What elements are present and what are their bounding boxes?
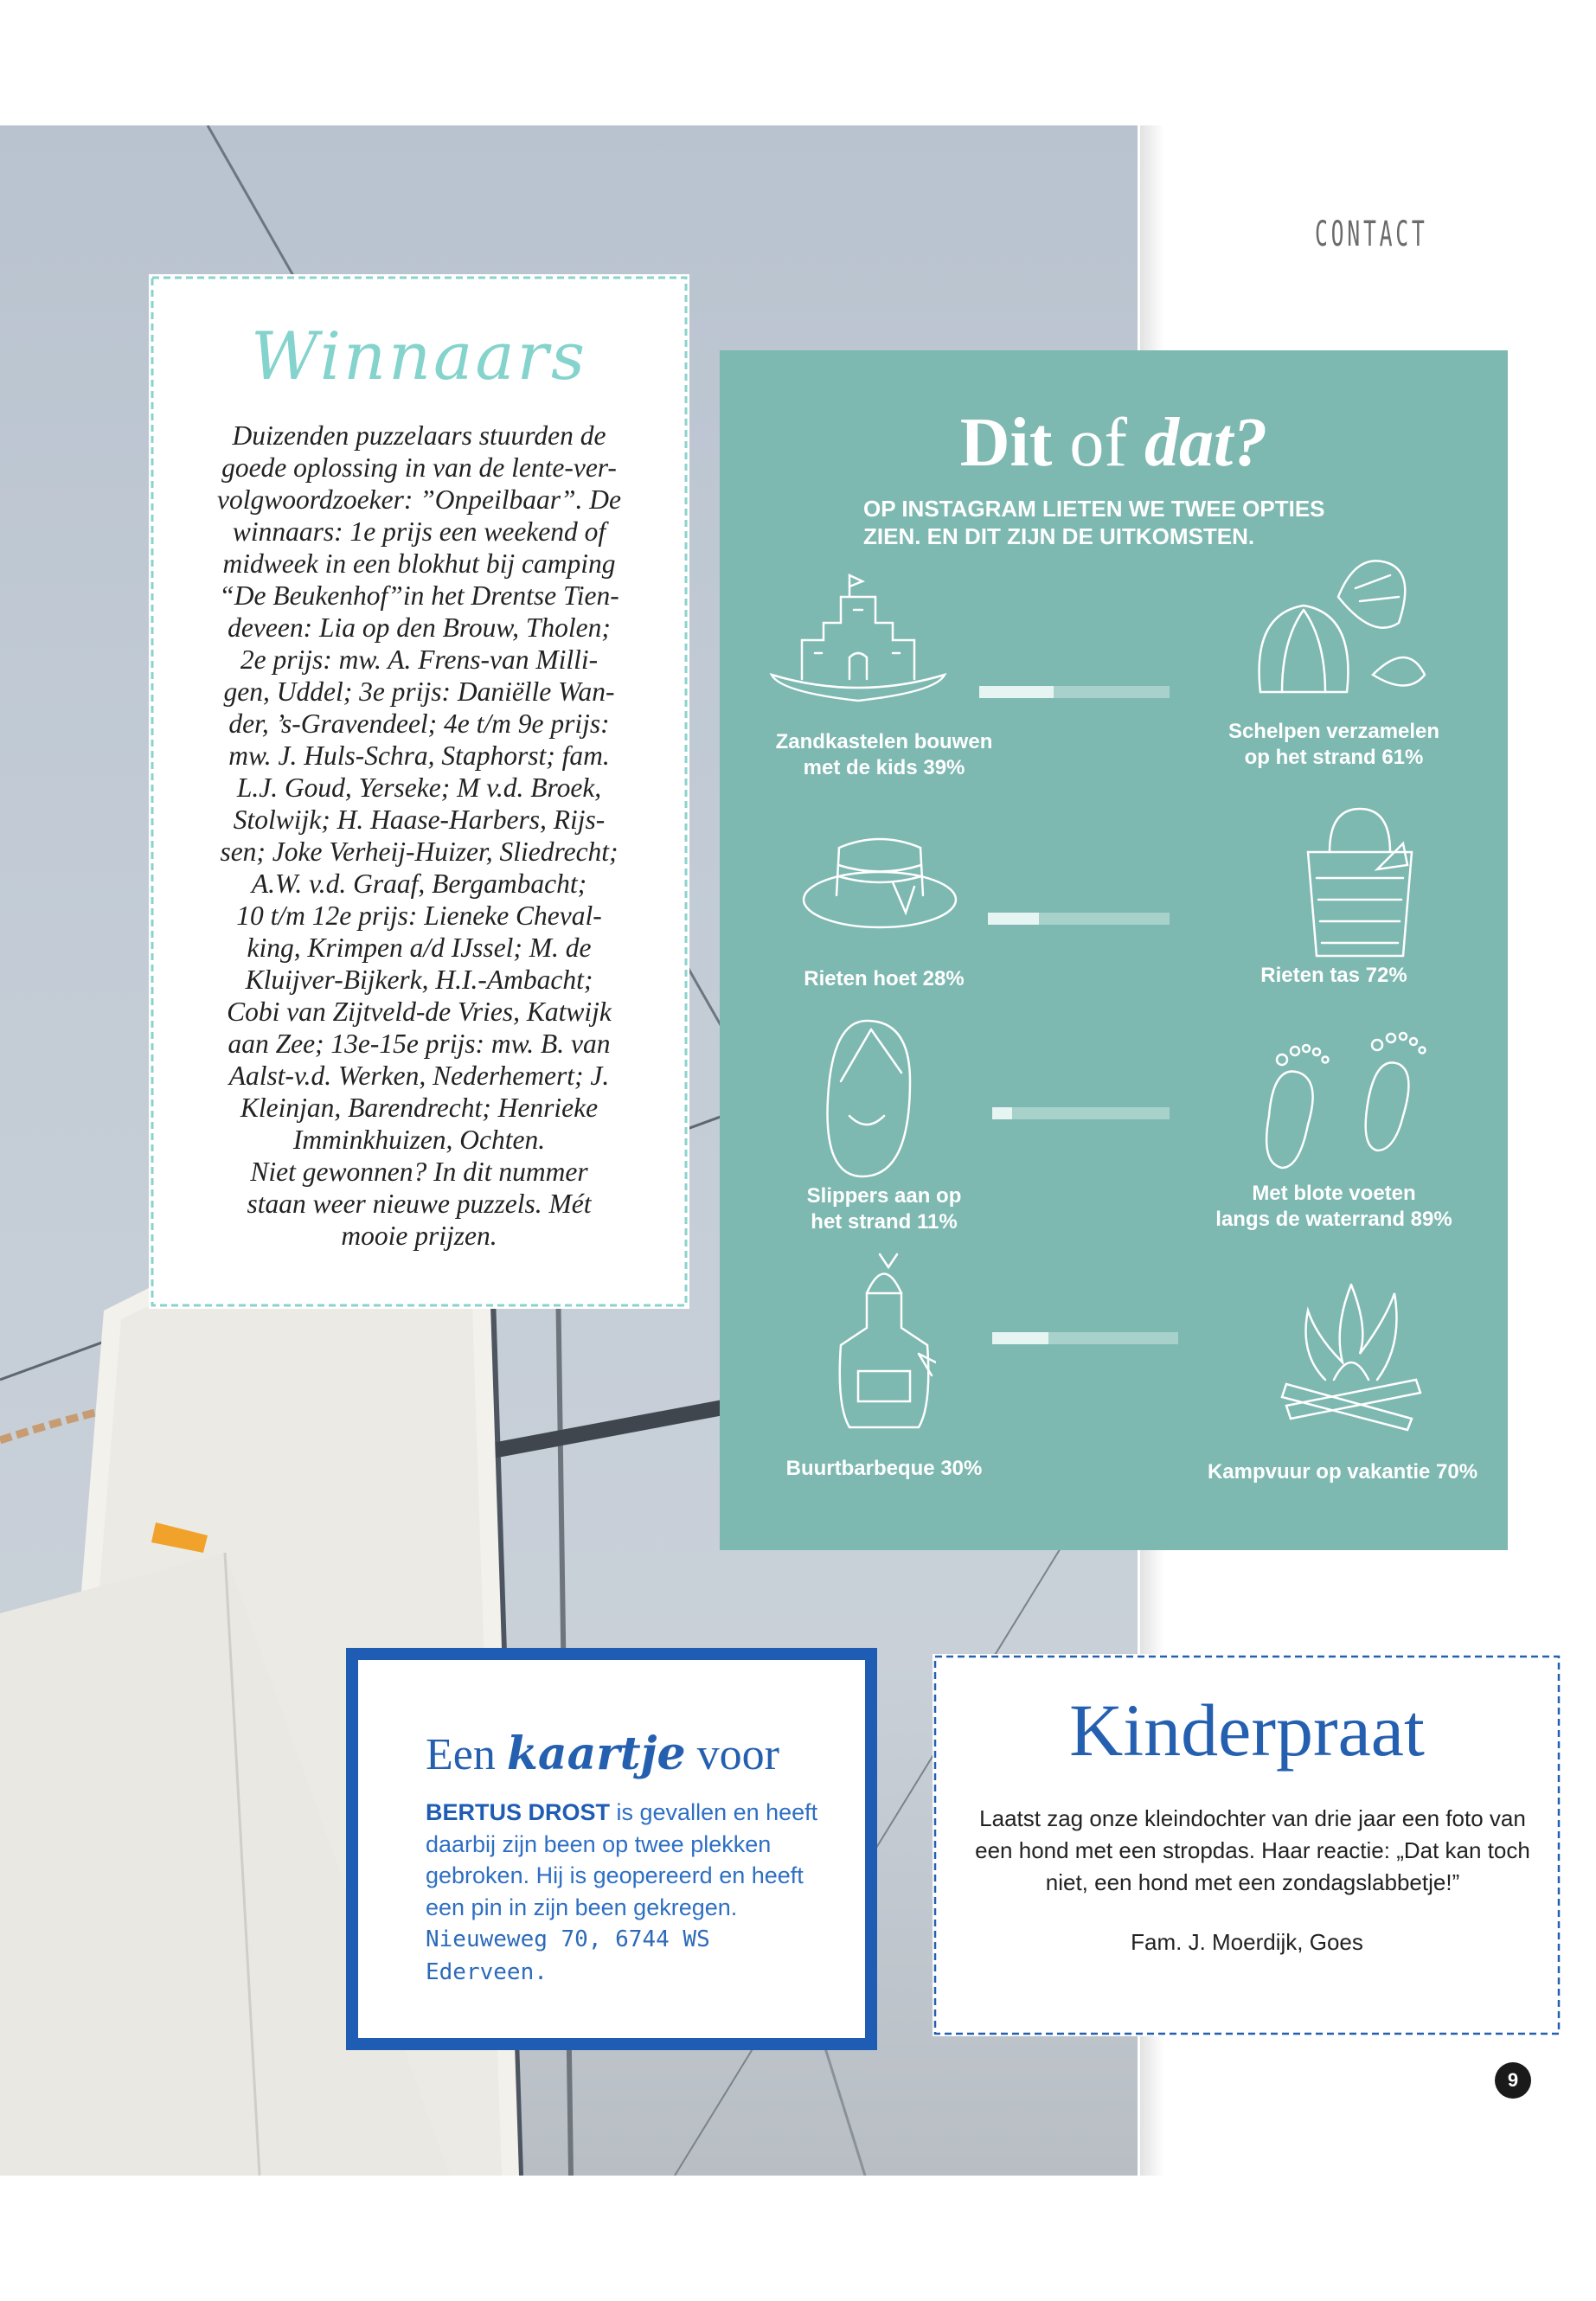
winnaars-line: sen; Joke Verheij-Huizer, Sliedrecht; — [220, 836, 619, 867]
winnaars-line: mooie prijzen. — [341, 1221, 497, 1251]
option-line: Rieten tas 72% — [1260, 964, 1407, 987]
winnaars-line: der, ’s-Gravendeel; 4e t/m 9e prijs: — [228, 708, 610, 739]
winnaars-line: mw. J. Huls-Schra, Staphorst; fam. — [228, 740, 610, 771]
title-of: of — [1069, 405, 1128, 481]
subtitle-line: ZIEN. EN DIT ZIJN DE UITKOMSTEN. — [863, 523, 1255, 549]
kinderpraat-text: Laatst zag onze kleindochter van drie jaar een foto van een hond met een stropdas. Haar reactie: „Dat kan toch niet, een hond met een zondagslabbetje!” — [975, 1805, 1530, 1895]
winnaars-line: volgwoordzoeker: ”Onpeilbaar”. De — [217, 484, 621, 515]
winnaars-line: aan Zee; 13e-15e prijs: mw. B. van — [228, 1029, 611, 1059]
option-label — [1204, 963, 1464, 989]
winnaars-card — [149, 274, 689, 1309]
winnaars-line: 2e prijs: mw. A. Frens-van Milli- — [240, 644, 599, 675]
comparison-bar — [992, 1107, 1170, 1119]
straw-bag-icon — [1291, 800, 1429, 965]
winnaars-line: Cobi van Zijtveld-de Vries, Katwijk — [227, 997, 612, 1027]
kaartje-inner — [358, 1660, 865, 2038]
kaartje-card — [346, 1648, 877, 2050]
winnaars-line: Stolwijk; H. Haase-Harbers, Rijs- — [233, 804, 606, 835]
kinderpraat-card — [933, 1654, 1561, 2036]
kaartje-name: BERTUS DROST — [426, 1799, 611, 1825]
option-line: met de kids 39% — [803, 756, 965, 779]
comparison-bar — [979, 686, 1170, 698]
comparison-bar-fill — [979, 686, 1054, 698]
option-line: langs de waterrand 89% — [1215, 1208, 1452, 1231]
seashell-icon — [1243, 545, 1442, 709]
option-line: Slippers aan op — [806, 1184, 962, 1208]
option-label — [759, 1456, 1010, 1482]
campfire-icon — [1273, 1276, 1429, 1432]
option-line: Zandkastelen bouwen — [775, 730, 993, 753]
kaartje-text — [426, 1797, 824, 1988]
winnaars-title: Winnaars — [251, 317, 587, 394]
comparison-bar — [992, 1332, 1178, 1344]
option-label — [1187, 1181, 1481, 1233]
winnaars-line: midweek in een blokhut bij camping — [222, 548, 616, 579]
kaartje-address: Nieuweweg 70, 6744 WS Ederveen. — [426, 1926, 710, 1985]
comparison-bar-fill — [988, 913, 1039, 925]
comparison-bar — [988, 913, 1170, 925]
section-label: CONTACT — [1315, 215, 1428, 254]
winnaars-line: Aalst-v.d. Werken, Nederhemert; J. — [228, 1061, 610, 1091]
option-line: op het strand 61% — [1244, 746, 1424, 769]
option-line: Met blote voeten — [1252, 1182, 1416, 1205]
flip-flop-icon — [815, 1012, 927, 1185]
option-label — [759, 1183, 1010, 1235]
apron-icon — [832, 1250, 936, 1432]
comparison-bar-fill — [992, 1107, 1012, 1119]
subtitle-line: OP INSTAGRAM LIETEN WE TWEE OPTIES — [863, 496, 1325, 522]
page-number: 9 — [1495, 2062, 1531, 2099]
winnaars-line: 10 t/m 12e prijs: Lieneke Cheval- — [236, 901, 602, 931]
option-label — [1204, 719, 1464, 771]
kaartje-title-post: voor — [696, 1730, 779, 1779]
winnaars-line: winnaars: 1e prijs een weekend of — [232, 516, 606, 547]
winnaars-line: goede oplossing in van de lente-ver- — [221, 452, 617, 483]
kaartje-message: is gevallen en heeft daarbij zijn been op twee plekken gebroken. Hij is geopereerd en heeft een pin in zijn been gekregen. — [426, 1799, 818, 1920]
comparison-bar-fill — [992, 1332, 1048, 1344]
dit-of-dat-title — [720, 404, 1508, 483]
winnaars-line: gen, Uddel; 3e prijs: Daniëlle Wan- — [223, 676, 615, 707]
winnaars-line: deveen: Lia op den Brouw, Tholen; — [228, 612, 611, 643]
option-line: Schelpen verzamelen — [1227, 720, 1440, 743]
winnaars-line: L.J. Goud, Yerseke; M v.d. Broek, — [236, 772, 602, 803]
title-dat: dat? — [1144, 405, 1268, 481]
dit-of-dat-subtitle — [863, 495, 1400, 550]
winnaars-line: Duizenden puzzelaars stuurden de — [232, 420, 606, 451]
kaartje-title-script: kaartje — [506, 1727, 686, 1780]
dit-of-dat-panel — [720, 350, 1508, 1550]
winnaars-line: Kluijver-Bijkerk, H.I.-Ambacht; — [245, 965, 593, 995]
straw-hat-icon — [798, 826, 962, 939]
kaartje-title-pre: Een — [426, 1730, 496, 1779]
option-line: Rieten hoet 28% — [804, 967, 965, 990]
title-dit: Dit — [959, 405, 1053, 481]
winnaars-line: Niet gewonnen? In dit nummer — [250, 1157, 588, 1187]
option-label — [759, 966, 1010, 992]
winnaars-line: Imminkhuizen, Ochten. — [292, 1125, 546, 1155]
option-line: Buurtbarbeque 30% — [785, 1457, 983, 1480]
option-label — [759, 729, 1010, 781]
kaartje-title — [426, 1727, 779, 1780]
option-line: Kampvuur op vakantie 70% — [1207, 1460, 1478, 1484]
option-label — [1187, 1459, 1498, 1485]
footprints-icon — [1247, 1021, 1446, 1176]
sandcastle-icon — [763, 571, 953, 709]
winnaars-line: A.W. v.d. Graaf, Bergambacht; — [251, 868, 587, 899]
option-line: het strand 11% — [811, 1210, 958, 1234]
winnaars-line: Kleinjan, Barendrecht; Henrieke — [240, 1093, 599, 1123]
winnaars-line: king, Krimpen a/d IJssel; M. de — [247, 933, 592, 963]
kinderpraat-title: Kinderpraat — [1069, 1689, 1425, 1772]
kinderpraat-signature: Fam. J. Moerdijk, Goes — [1131, 1929, 1363, 1955]
winnaars-line: staan weer nieuwe puzzels. Mét — [247, 1189, 592, 1219]
winnaars-text — [201, 420, 638, 1252]
winnaars-line: “De Beukenhof”in het Drentse Tien- — [219, 580, 619, 611]
